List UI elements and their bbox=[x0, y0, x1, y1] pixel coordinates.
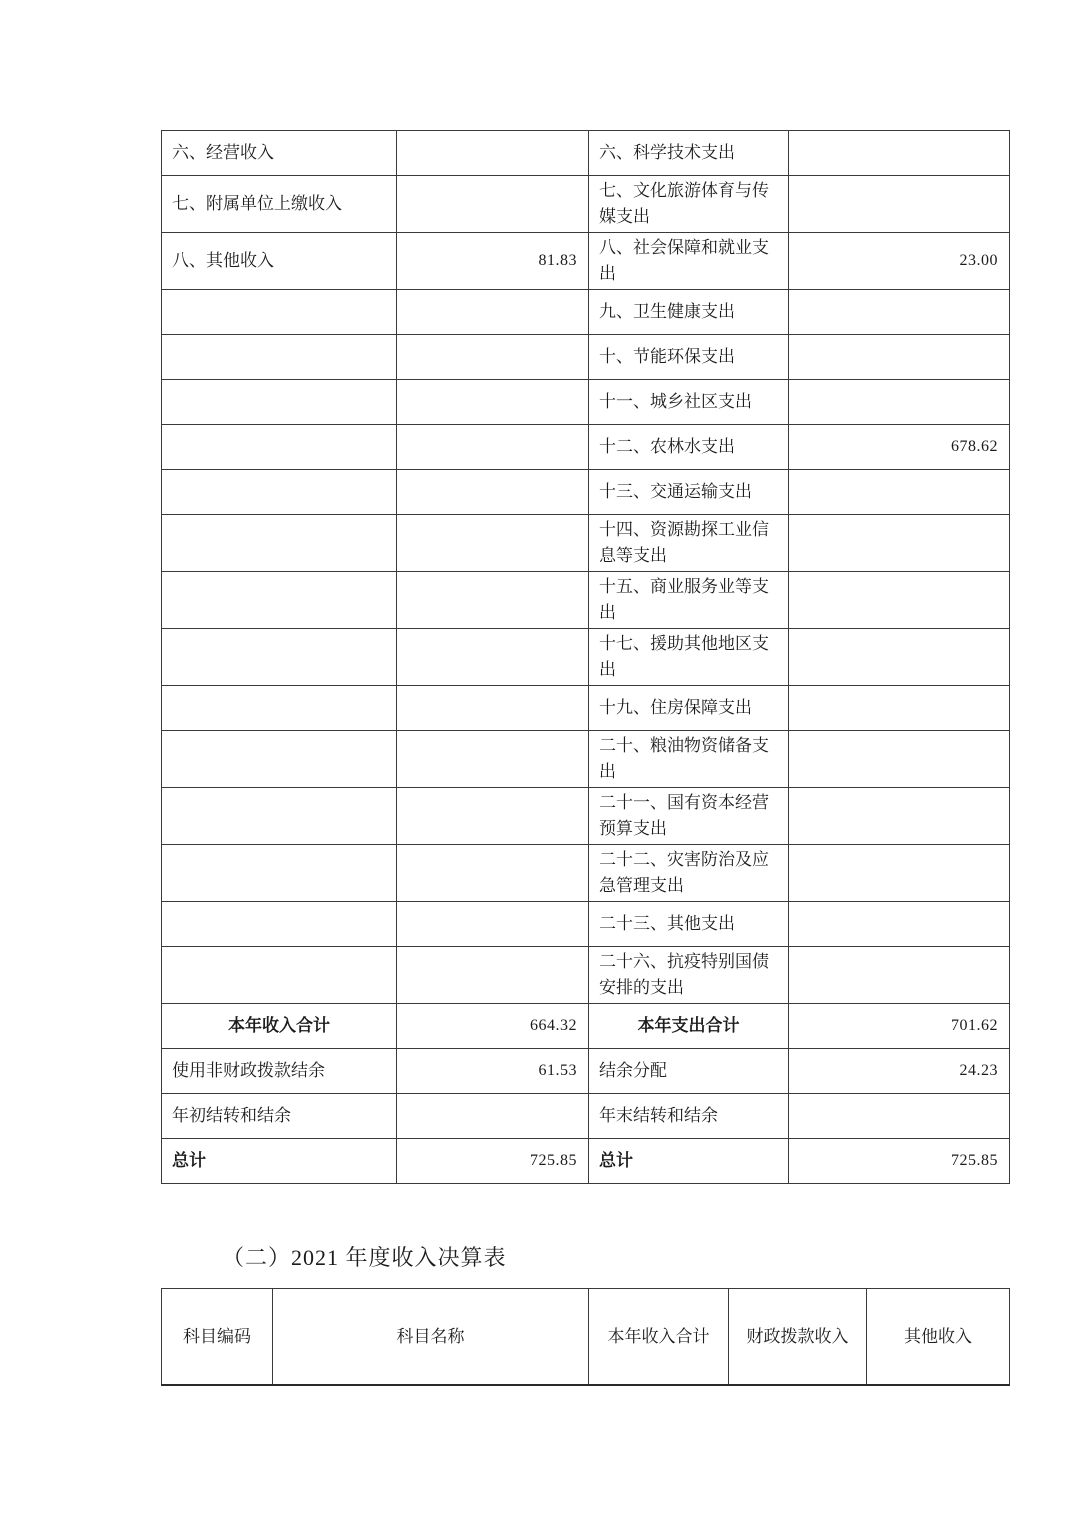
table-row-grand-total bbox=[162, 1139, 1010, 1184]
income-item-cell bbox=[162, 515, 397, 572]
income-value-cell bbox=[397, 845, 589, 902]
section-heading: （二）2021 年度收入决算表 bbox=[222, 1245, 507, 1270]
table-row bbox=[162, 176, 1010, 233]
expense-value-cell bbox=[789, 629, 1010, 686]
income-total-value-cell: 664.32 bbox=[397, 1004, 589, 1049]
table-row-total-year bbox=[162, 1004, 1010, 1049]
table-row bbox=[162, 788, 1010, 845]
column-header-other-income: 其他收入 bbox=[867, 1289, 1010, 1386]
table-row bbox=[162, 470, 1010, 515]
income-item-cell bbox=[162, 470, 397, 515]
table-row bbox=[162, 1049, 1010, 1094]
table-row bbox=[162, 947, 1010, 1004]
expense-value-cell bbox=[789, 902, 1010, 947]
income-grand-total-value-cell: 725.85 bbox=[397, 1139, 589, 1184]
expense-value-cell: 24.23 bbox=[789, 1049, 1010, 1094]
income-grand-total-label-cell: 总计 bbox=[162, 1139, 397, 1184]
expense-value-cell bbox=[789, 572, 1010, 629]
income-item-cell bbox=[162, 845, 397, 902]
income-value-cell bbox=[397, 731, 589, 788]
income-value-cell bbox=[397, 131, 589, 176]
expense-item-cell: 十五、商业服务业等支出 bbox=[589, 572, 789, 629]
expense-total-value-cell: 701.62 bbox=[789, 1004, 1010, 1049]
income-value-cell bbox=[397, 572, 589, 629]
table-row bbox=[162, 131, 1010, 176]
expense-value-cell bbox=[789, 380, 1010, 425]
income-value-cell bbox=[397, 380, 589, 425]
table-row bbox=[162, 233, 1010, 290]
expense-value-cell bbox=[789, 290, 1010, 335]
income-value-cell bbox=[397, 470, 589, 515]
table-row bbox=[162, 629, 1010, 686]
income-item-cell bbox=[162, 947, 397, 1004]
income-value-cell bbox=[397, 425, 589, 470]
table-row bbox=[162, 335, 1010, 380]
expense-item-cell: 结余分配 bbox=[589, 1049, 789, 1094]
income-item-cell bbox=[162, 290, 397, 335]
income-item-cell: 七、附属单位上缴收入 bbox=[162, 176, 397, 233]
expense-item-cell: 七、文化旅游体育与传媒支出 bbox=[589, 176, 789, 233]
income-value-cell bbox=[397, 947, 589, 1004]
expense-item-cell: 十、节能环保支出 bbox=[589, 335, 789, 380]
income-item-cell bbox=[162, 629, 397, 686]
income-item-cell: 年初结转和结余 bbox=[162, 1094, 397, 1139]
table-row bbox=[162, 290, 1010, 335]
expense-item-cell: 十一、城乡社区支出 bbox=[589, 380, 789, 425]
income-item-cell bbox=[162, 788, 397, 845]
expense-item-cell: 二十二、灾害防治及应急管理支出 bbox=[589, 845, 789, 902]
column-header-subject-name: 科目名称 bbox=[273, 1289, 589, 1386]
budget-summary-table bbox=[161, 130, 1010, 1184]
expense-value-cell bbox=[789, 731, 1010, 788]
table-row bbox=[162, 515, 1010, 572]
expense-item-cell: 年末结转和结余 bbox=[589, 1094, 789, 1139]
table-header-row bbox=[162, 1289, 1010, 1386]
column-header-fiscal-income: 财政拨款收入 bbox=[729, 1289, 867, 1386]
table-row bbox=[162, 686, 1010, 731]
expense-item-cell: 十九、住房保障支出 bbox=[589, 686, 789, 731]
income-value-cell bbox=[397, 515, 589, 572]
expense-item-cell: 二十六、抗疫特别国债安排的支出 bbox=[589, 947, 789, 1004]
table-row bbox=[162, 380, 1010, 425]
income-value-cell bbox=[397, 176, 589, 233]
income-item-cell: 六、经营收入 bbox=[162, 131, 397, 176]
expense-value-cell bbox=[789, 947, 1010, 1004]
income-item-cell bbox=[162, 902, 397, 947]
income-value-cell bbox=[397, 335, 589, 380]
income-item-cell bbox=[162, 335, 397, 380]
expense-value-cell bbox=[789, 335, 1010, 380]
expense-value-cell bbox=[789, 176, 1010, 233]
income-total-label-cell: 本年收入合计 bbox=[162, 1004, 397, 1049]
income-item-cell: 八、其他收入 bbox=[162, 233, 397, 290]
expense-grand-total-label-cell: 总计 bbox=[589, 1139, 789, 1184]
table-row bbox=[162, 902, 1010, 947]
expense-value-cell bbox=[789, 515, 1010, 572]
expense-total-label-cell: 本年支出合计 bbox=[589, 1004, 789, 1049]
column-header-year-income: 本年收入合计 bbox=[589, 1289, 729, 1386]
expense-item-cell: 十四、资源勘探工业信息等支出 bbox=[589, 515, 789, 572]
income-value-cell bbox=[397, 788, 589, 845]
table-row bbox=[162, 572, 1010, 629]
expense-item-cell: 八、社会保障和就业支出 bbox=[589, 233, 789, 290]
income-item-cell bbox=[162, 572, 397, 629]
expense-item-cell: 九、卫生健康支出 bbox=[589, 290, 789, 335]
income-value-cell bbox=[397, 1094, 589, 1139]
expense-grand-total-value-cell: 725.85 bbox=[789, 1139, 1010, 1184]
column-header-subject-code: 科目编码 bbox=[162, 1289, 273, 1386]
income-value-cell bbox=[397, 686, 589, 731]
income-value-cell bbox=[397, 629, 589, 686]
expense-item-cell: 十二、农林水支出 bbox=[589, 425, 789, 470]
expense-item-cell: 二十一、国有资本经营预算支出 bbox=[589, 788, 789, 845]
income-statement-table bbox=[161, 1288, 1010, 1386]
expense-value-cell: 678.62 bbox=[789, 425, 1010, 470]
expense-value-cell bbox=[789, 686, 1010, 731]
expense-value-cell bbox=[789, 788, 1010, 845]
expense-value-cell: 23.00 bbox=[789, 233, 1010, 290]
income-value-cell bbox=[397, 290, 589, 335]
expense-value-cell bbox=[789, 1094, 1010, 1139]
expense-value-cell bbox=[789, 470, 1010, 515]
income-value-cell: 81.83 bbox=[397, 233, 589, 290]
expense-value-cell bbox=[789, 131, 1010, 176]
income-value-cell: 61.53 bbox=[397, 1049, 589, 1094]
income-item-cell bbox=[162, 686, 397, 731]
expense-item-cell: 二十、粮油物资储备支出 bbox=[589, 731, 789, 788]
expense-item-cell: 二十三、其他支出 bbox=[589, 902, 789, 947]
table-row bbox=[162, 845, 1010, 902]
table-row bbox=[162, 425, 1010, 470]
income-item-cell bbox=[162, 731, 397, 788]
table-row bbox=[162, 731, 1010, 788]
expense-item-cell: 十三、交通运输支出 bbox=[589, 470, 789, 515]
income-item-cell bbox=[162, 425, 397, 470]
expense-value-cell bbox=[789, 845, 1010, 902]
income-value-cell bbox=[397, 902, 589, 947]
expense-item-cell: 十七、援助其他地区支出 bbox=[589, 629, 789, 686]
expense-item-cell: 六、科学技术支出 bbox=[589, 131, 789, 176]
table-row bbox=[162, 1094, 1010, 1139]
income-item-cell: 使用非财政拨款结余 bbox=[162, 1049, 397, 1094]
income-item-cell bbox=[162, 380, 397, 425]
